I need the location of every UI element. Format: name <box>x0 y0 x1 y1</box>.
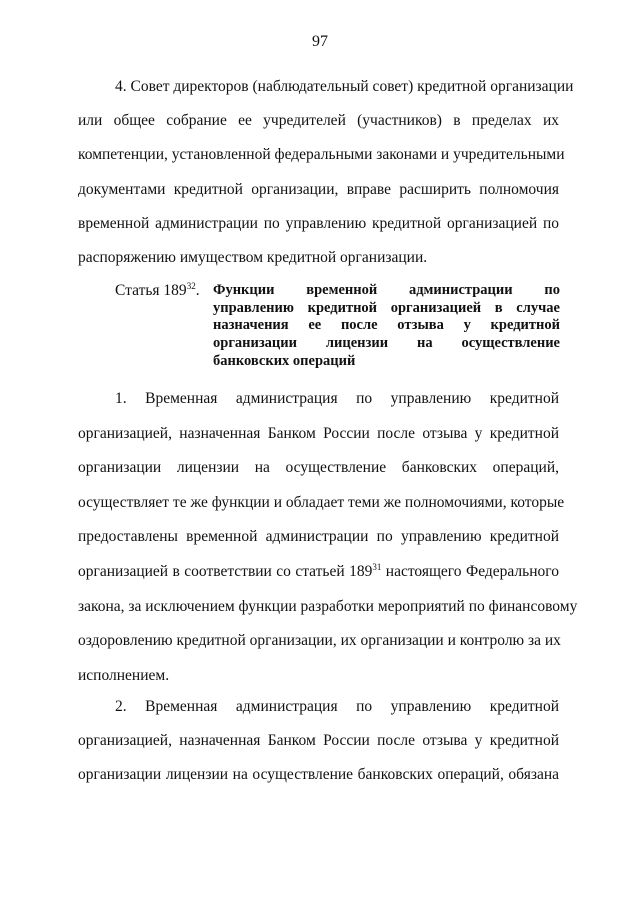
article-title-line: организации лицензии на осуществление <box>213 335 560 352</box>
article-label-suffix: . <box>195 282 200 299</box>
paragraph-line <box>78 555 559 590</box>
article-title-line: Функции временной администрации по <box>213 282 560 298</box>
paragraph-1 <box>78 382 578 693</box>
article-reference-superscript: 31 <box>372 561 382 572</box>
article-title-line: управлению кредитной организацией в случае <box>213 299 560 316</box>
paragraph-line: закона, за исключением функции разработки мероприятий по финансовому <box>78 597 578 615</box>
paragraph-line-part: настоящего Федерального <box>381 562 559 580</box>
page-number: 97 <box>312 33 328 50</box>
paragraph-line: 2. Временная администрация по управлению кредитной <box>115 698 559 715</box>
paragraph-line: 4. Совет директоров (наблюдательный совет) кредитной организации <box>115 78 574 95</box>
paragraph-line: организации лицензии на осуществление банковских операций, обязана <box>78 766 559 784</box>
paragraph-line: организации лицензии на осуществление банковских операций, <box>78 459 559 477</box>
paragraph-line: временной администрации по управлению кредитной организацией по <box>78 214 559 232</box>
article-title <box>213 282 560 371</box>
article-label-prefix: Статья 189 <box>115 282 187 299</box>
paragraph-line: оздоровлению кредитной организации, их организации и контролю за их <box>78 632 561 650</box>
paragraph-line: организацией, назначенная Банком России после отзыва у кредитной <box>78 732 559 750</box>
article-number <box>115 282 200 300</box>
paragraph-line: организацией, назначенная Банком России после отзыва у кредитной <box>78 424 559 442</box>
paragraph-line: осуществляет те же функции и обладает теми же полномочиями, которые <box>78 493 565 511</box>
paragraph-line: или общее собрание ее учредителей (участников) в пределах их <box>78 112 559 130</box>
paragraph-2 <box>78 690 559 793</box>
article-title-line: банковских операций <box>213 352 356 369</box>
paragraph-line: распоряжению имуществом кредитной организации. <box>78 249 428 267</box>
paragraph-4 <box>78 70 574 275</box>
paragraph-line: предоставлены временной администрации по управлению кредитной <box>78 528 559 546</box>
paragraph-line: компетенции, установленной федеральными законами и учредительными <box>78 146 565 164</box>
article-title-line: назначения ее после отзыва у кредитной <box>213 317 560 334</box>
paragraph-line: документами кредитной организации, вправе расширить полномочия <box>78 180 559 198</box>
article-label-superscript: 32 <box>186 280 196 291</box>
paragraph-line: исполнением. <box>78 666 170 684</box>
paragraph-line: 1. Временная администрация по управлению кредитной <box>115 390 559 407</box>
paragraph-line-part: организацией в соответствии со статьей 189 <box>78 562 373 580</box>
